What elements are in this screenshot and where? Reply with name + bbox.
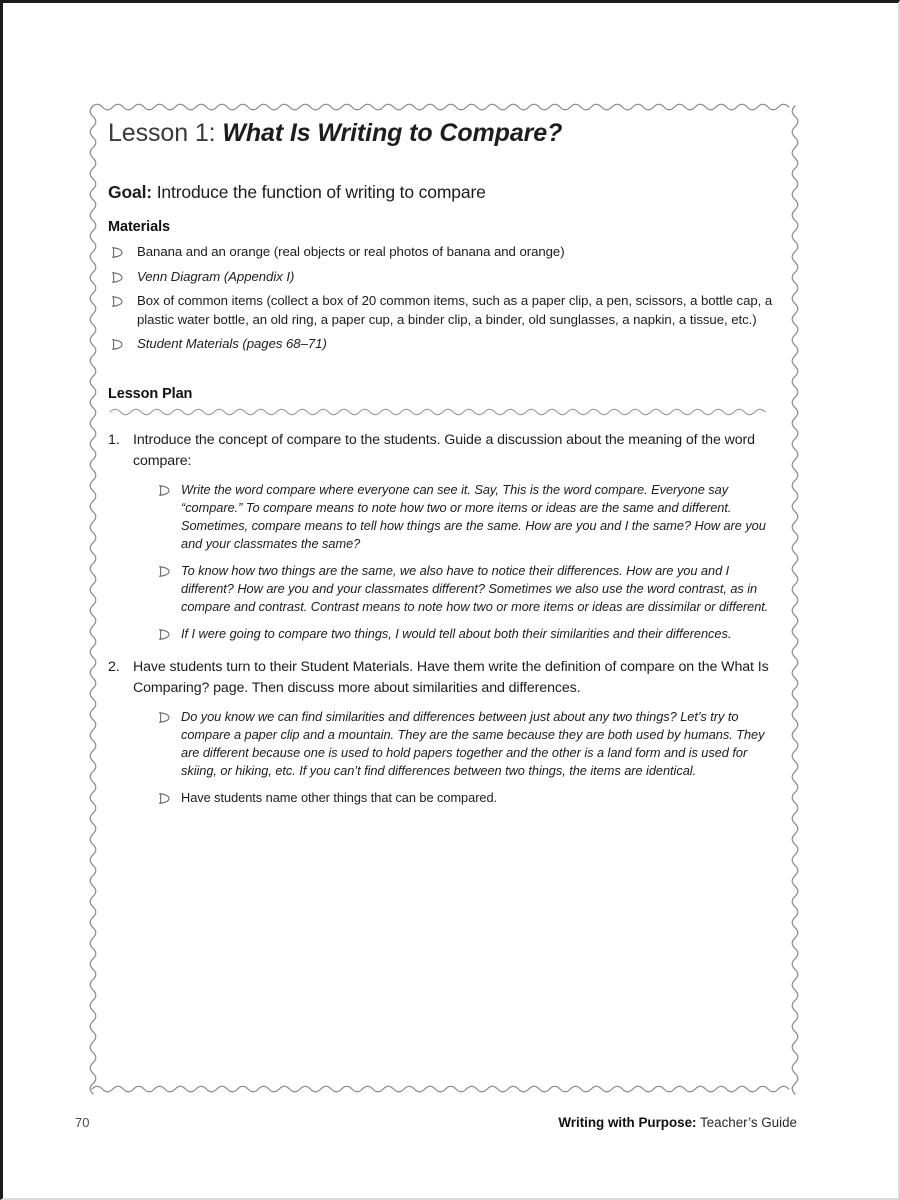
list-item: [108, 268, 780, 287]
list-item-text: Do you know we can find similarities and differences between just about any two things? Let’s try to compare a paper clip and a mountain. They are the same because they are both used by humans. They are different because one is used to hold papers together and the other is a land form and is used for skiing, or hiking, etc. If you can’t find differences between two things, the items are identical.: [181, 708, 765, 778]
list-item: [155, 789, 780, 807]
step-sub-bullets: [155, 708, 780, 807]
page-number: 70: [75, 1115, 90, 1130]
list-item: [108, 292, 780, 329]
list-item-text: Banana and an orange (real objects or real photos of banana and orange): [137, 244, 565, 259]
materials-list: [108, 243, 780, 354]
list-item-text: Student Materials (pages 68–71): [137, 336, 327, 351]
step-text: Have students turn to their Student Materials. Have them write the definition of compare on the What Is Comparing? page. Then discuss more about similarities and differences.: [133, 658, 769, 696]
lesson-plan-steps: [108, 430, 780, 807]
d-arrow-bullet-icon: [112, 335, 128, 353]
list-item-text: Venn Diagram (Appendix I): [137, 268, 295, 284]
footer-title-light: Teacher’s Guide: [696, 1115, 797, 1130]
lesson-step: [108, 657, 780, 807]
list-item-text: If I were going to compare two things, I would tell about both their similarities and their differences.: [181, 625, 732, 641]
d-arrow-bullet-icon: [112, 292, 128, 310]
lesson-label: Lesson 1:: [108, 119, 223, 147]
materials-heading: Materials: [108, 219, 170, 235]
step-number: 1.: [108, 431, 120, 448]
goal-line: [108, 182, 780, 203]
list-item-text: To know how two things are the same, we also have to notice their differences. How are you and I different? How are you and your classmates different? Sometimes we also use the word contrast, as in compare and contrast. Contrast means to note how two or more items or ideas are dissimilar or different.: [181, 562, 769, 614]
d-arrow-bullet-icon: [159, 789, 175, 807]
lesson-step: [108, 430, 780, 643]
list-item: [155, 481, 780, 553]
d-arrow-bullet-icon: [159, 708, 175, 726]
lesson-plan-heading: Lesson Plan: [108, 385, 193, 402]
page-footer: [75, 1115, 826, 1135]
d-arrow-bullet-icon: [159, 625, 175, 643]
step-number: 2.: [108, 658, 120, 675]
wavy-divider: [108, 406, 774, 416]
list-item-text: Box of common items (collect a box of 20 common items, such as a paper clip, a pen, scissors, a bottle cap, a plastic water bottle, an old ring, a paper cup, a binder clip, a binder, old sunglasses, a napkin, a tissue, etc.): [137, 293, 773, 327]
list-item: [155, 708, 780, 780]
list-item-text: Have students name other things that can be compared.: [181, 789, 498, 805]
step-sub-bullets: [155, 481, 780, 643]
footer-title-bold: Writing with Purpose:: [558, 1115, 697, 1130]
goal-label: Goal:: [108, 182, 152, 202]
footer-book-title: [558, 1115, 797, 1130]
d-arrow-bullet-icon: [159, 481, 175, 499]
d-arrow-bullet-icon: [159, 562, 175, 580]
d-arrow-bullet-icon: [112, 268, 128, 286]
page-title: [108, 119, 780, 148]
list-item: [108, 335, 780, 354]
list-item: [108, 243, 780, 262]
lesson-title-emphasis: What Is Writing to Compare?: [222, 119, 563, 147]
list-item: [155, 625, 780, 643]
step-text: Introduce the concept of compare to the students. Guide a discussion about the meaning of the word compare:: [133, 431, 755, 469]
d-arrow-bullet-icon: [112, 243, 128, 261]
list-item-text: Write the word compare where everyone can see it. Say, This is the word compare. Everyone say “compare.” To compare means to note how two or more items or ideas are the same and different. Sometimes, compare means to tell how things are the same. How are you and I the same? How are you and your classmates the same?: [181, 481, 766, 551]
lesson-content: [108, 119, 780, 821]
list-item: [155, 562, 780, 616]
goal-text: Introduce the function of writing to compare: [151, 182, 486, 202]
